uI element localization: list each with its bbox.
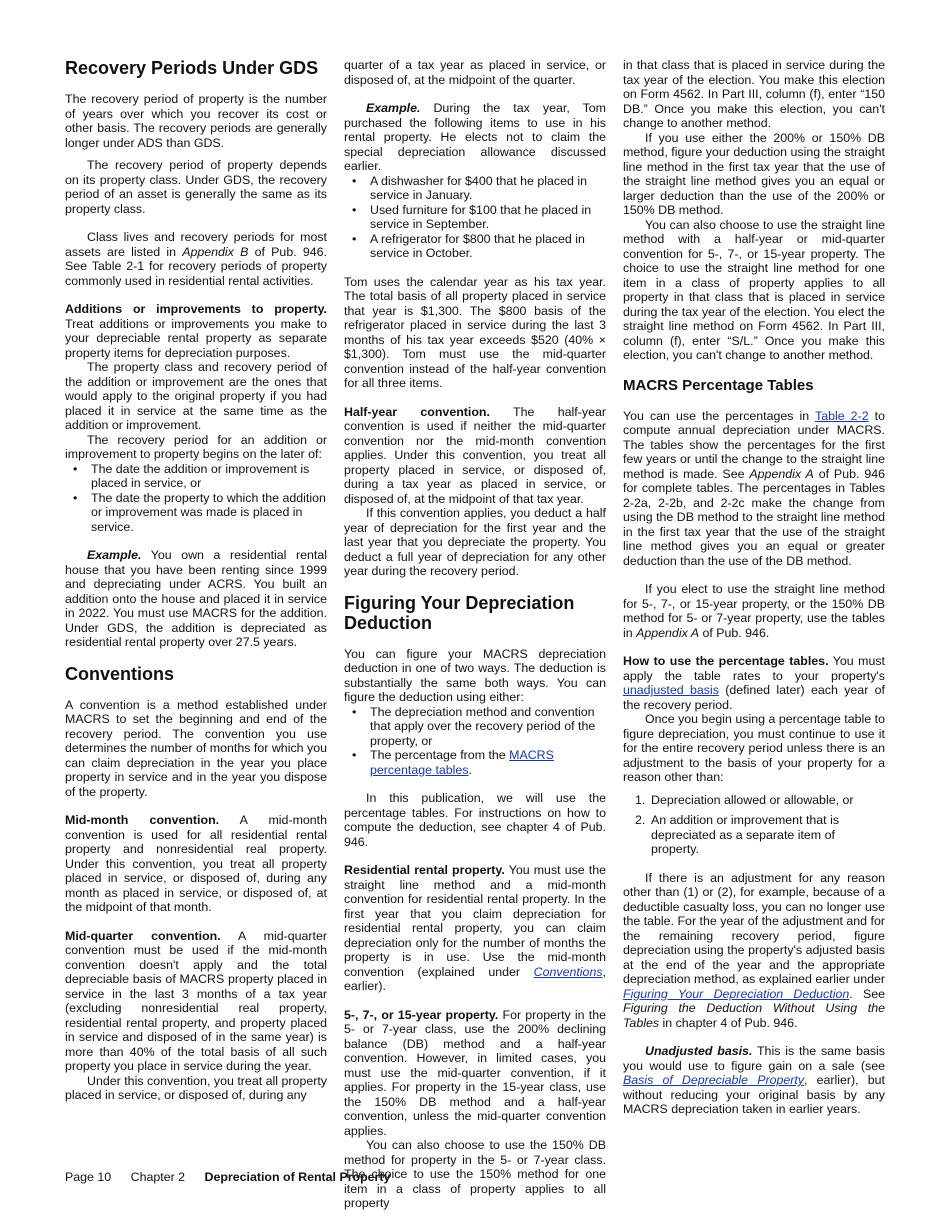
list-item: • The date the addition or improvement is placed in service, or: [65, 462, 327, 491]
run-in-heading: Mid-month convention.: [65, 813, 220, 827]
run-in-heading: Example.: [87, 548, 142, 562]
heading-conventions: Conventions: [65, 663, 175, 684]
macrs-tables-link[interactable]: MACRS percentage tables: [370, 748, 554, 777]
paragraph: You can use the percentages in Table 2-2 to compute annual depreciation under MACRS. The tables show the percentages for the first few years or until the change to the straight line method is made. See Appendix A of Pub. 946 for complete tables. The percentages in Tables 2-2a, 2-2b, and 2-2c make the change from using the DB method to the straight line method in the first tax year that the use of the straight line method gives you an equal or greater deduction than the use of the DB method.: [623, 408, 885, 568]
run-in-heading: Example.: [366, 101, 421, 115]
basis-link[interactable]: Basis of Depreciable Property: [623, 1073, 805, 1087]
run-in-heading: How to use the percentage tables.: [623, 654, 829, 668]
list-item: • The date the property to which the addition or improvement was made is placed in service.: [65, 491, 327, 535]
run-in-heading: Mid-quarter convention.: [65, 928, 221, 943]
appendix-ref: Appendix A: [749, 466, 814, 481]
bullet-list: [65, 462, 327, 535]
run-in-heading: 5-, 7-, or 15-year property.: [344, 1007, 499, 1022]
list-item: • A refrigerator for $800 that he placed in service in October.: [344, 232, 606, 261]
bullet-list: [344, 174, 606, 261]
figuring-deduction-link[interactable]: Figuring Your Depreciation Deduction: [623, 986, 850, 1001]
paragraph: How to use the percentage tables. You must apply the table rates to your property's unadjusted basis (defined later) each year of the recovery period.: [623, 654, 886, 712]
heading-recovery-periods: Recovery Periods Under GDS: [65, 58, 319, 78]
paragraph: If there is an adjustment for any reason other than (1) or (2), for example, because of a deductible casualty loss, you can no longer use the table. For the year of the adjustment and for the remaining recovery period, figure depreciation using the property's adjusted basis at the end of the year and the appropriate depreciation method, as explained earlier under Figuring Your Depreciation Deduction. See Figuring the Deduction Without Using the Tables in chapter 4 of Pub. 946.: [623, 870, 886, 1030]
heading-figuring-deduction: Figuring Your Depreciation Deduction: [344, 592, 575, 633]
bullet-list: [344, 705, 606, 778]
chapter-title: Depreciation of Rental Property: [204, 1170, 391, 1184]
paragraph: If this convention applies, you deduct a half year of depreciation for the first year and the last year that you depreciate the property. You deduct a full year of depreciation for any other year during the recovery period.: [344, 506, 606, 578]
run-in-heading: Unadjusted basis.: [645, 1044, 753, 1058]
column-middle: [344, 58, 606, 1211]
run-in-heading: Residential rental property.: [344, 863, 505, 877]
paragraph: Example. You own a residential rental house that you have been renting since 1999 and depreciating under ACRS. You built an addition onto the house and placed it in service in 2022. You must use MACRS for the addition. Under GDS, the addition is depreciated as residential rental property over 27.5 years.: [65, 548, 327, 649]
table-2-2-link[interactable]: Table 2-2: [815, 408, 869, 423]
list-item: • A dishwasher for $400 that he placed in service in January.: [344, 174, 606, 203]
page-footer: [65, 1170, 390, 1184]
numbered-list: [623, 793, 885, 857]
run-in-heading: Additions or improvements to property.: [65, 302, 327, 316]
paragraph: Residential rental property. You must use the straight line method and a mid-month convention for residential rental property. In the first year that you claim depreciation for residential rental property, you can claim depreciation only for the number of months the property is in use. Use the mid-month convention (explained under Conventions, earlier).: [344, 863, 606, 993]
paragraph: Mid-month convention. A mid-month convention is used for all residential rental property and nonresidential real property. Under this convention, you treat all property placed in service, or disposed of, during any month as placed in service, or disposed of, at the midpoint of that month.: [65, 813, 328, 914]
pub-ref: Figuring the Deduction Without Using the Tables: [623, 1001, 885, 1030]
page-number: Page 10: [65, 1170, 112, 1184]
paragraph: Once you begin using a percentage table to figure depreciation, you must continue to use it for the entire recovery period unless there is an adjustment to the basis of your property for a reason other than:: [623, 712, 885, 784]
unadjusted-basis-link[interactable]: unadjusted basis: [623, 683, 719, 697]
paragraph: in that class that is placed in service during the tax year of the election. You make this election on Form 4562. In Part III, column (f), enter “150 DB.” Once you make this election, you can't change to another method.: [623, 58, 885, 130]
heading-macrs-tables: MACRS Percentage Tables: [623, 376, 814, 394]
list-item: • Used furniture for $100 that he placed in service in September.: [344, 203, 606, 232]
column-right: [623, 58, 885, 1117]
list-item: • The depreciation method and convention that apply over the recovery period of the property, or: [344, 705, 606, 749]
paragraph: Tom uses the calendar year as his tax year. The total basis of all property placed in service that year is $1,300. The $800 basis of the refrigerator placed in service during the last 3 months of his tax year exceeds $520 (40% × $1,300). Tom must use the mid-quarter convention instead of the half-year convention for all three items.: [344, 274, 606, 390]
paragraph: The recovery period of property depends on its property class. Under GDS, the recovery period of an asset is generally the same as its property class.: [65, 158, 327, 216]
list-item: 1. Depreciation allowed or allowable, or: [635, 792, 854, 807]
paragraph: 5-, 7-, or 15-year property. For property in the 5- or 7-year class, use the 200% declining balance (DB) method and a half-year convention. However, in limited cases, you must use the mid-quarter convention, if it applies. For property in the 15-year class, use the 150% DB method and a half-year convention, unless the mid-quarter convention applies.: [344, 1007, 606, 1138]
paragraph: quarter of a tax year as placed in service, or disposed of, at the midpoint of the quarter.: [344, 58, 606, 87]
appendix-ref: Appendix A: [636, 625, 700, 640]
paragraph: The recovery period of property is the number of years over which you recover its cost or other basis. The recovery periods are generally longer under ADS than GDS.: [65, 92, 327, 150]
column-left: [65, 58, 327, 1103]
list-item: 2. An addition or improvement that is depreciated as a separate item of property.: [635, 813, 840, 856]
paragraph: You can figure your MACRS depreciation deduction in one of two ways. The deduction is substantially the same both ways. You can figure the deduction using either:: [344, 646, 606, 704]
paragraph: If you elect to use the straight line method for 5-, 7-, or 15-year property, or the 150% DB method for 5- or 7-year property, use the tables in Appendix A of Pub. 946.: [623, 582, 885, 640]
paragraph: Class lives and recovery periods for most assets are listed in Appendix B of Pub. 946. See Table 2-1 for recovery periods of property commonly used in residential rental activities.: [65, 230, 327, 288]
appendix-ref: Appendix B: [182, 244, 249, 259]
paragraph: Additions or improvements to property. Treat additions or improvements you make to your depreciable rental property as separate property items for depreciation purposes.: [65, 302, 327, 360]
paragraph: Unadjusted basis. This is the same basis you would use to figure gain on a sale (see Basis of Depreciable Property, earlier), but without reducing your original basis by any MACRS depreciation taken in earlier years.: [623, 1044, 885, 1116]
paragraph: If you use either the 200% or 150% DB method, figure your deduction using the straight line method in the first tax year that the use of the straight line method gives you an equal or larger deduction than the use of the 200% or 150% DB method.: [623, 130, 885, 217]
conventions-link[interactable]: Conventions: [533, 964, 603, 979]
paragraph: The property class and recovery period of the addition or improvement are the ones that would apply to the original property if you had placed it in service at the same time as the addition or improvement.: [65, 360, 327, 432]
paragraph: In this publication, we will use the percentage tables. For instructions on how to compute the deduction, see chapter 4 of Pub. 946.: [344, 791, 606, 849]
paragraph: Mid-quarter convention. A mid-quarter convention must be used if the mid-month convention doesn't apply and the total depreciable basis of MACRS property placed in service in the last 3 months of a tax year (excluding nonresidential real property, residential rental property, and property placed in service and disposed of in the same year) is more than 40% of the total basis of all such property you place in service during the year.: [65, 928, 327, 1073]
list-item: • The percentage from the MACRS percentage tables.: [344, 748, 606, 777]
paragraph: You can also choose to use the straight line method with a half-year or mid-quarter convention for 5-, 7-, or 15-year property. The choice to use the straight line method for one item in a class of property applies to all property in that class that is placed in service during the tax year of the election. You elect the straight line method on Form 4562. In Part III, column (f), enter “S/L.” Once you make this election, you can't change to another method.: [623, 217, 885, 362]
run-in-heading: Half-year convention.: [344, 404, 490, 419]
paragraph: Example. During the tax year, Tom purchased the following items to use in his rental property. He elects not to claim the special depreciation allowance discussed earlier.: [344, 101, 606, 173]
paragraph: The recovery period for an addition or improvement to property begins on the later of:: [65, 432, 327, 461]
paragraph: You can also choose to use the 150% DB method for property in the 5- or 7-year class. The choice to use the 150% method for one item in a class of property applies to all property: [344, 1138, 606, 1210]
paragraph: Under this convention, you treat all property placed in service, or disposed of, during any: [65, 1073, 327, 1102]
paragraph: Half-year convention. The half-year convention is used if neither the mid-quarter convention nor the mid-month convention applies. Under this convention, you treat all property placed in service, or disposed of, during a tax year as placed in service, or disposed of, at the midpoint of that tax year.: [344, 404, 606, 506]
chapter-label: Chapter 2: [130, 1170, 186, 1184]
paragraph: A convention is a method established under MACRS to set the beginning and end of the recovery period. The convention you use determines the number of months for which you can claim depreciation in the year you place property in service and in the year you dispose of the property.: [65, 697, 327, 799]
